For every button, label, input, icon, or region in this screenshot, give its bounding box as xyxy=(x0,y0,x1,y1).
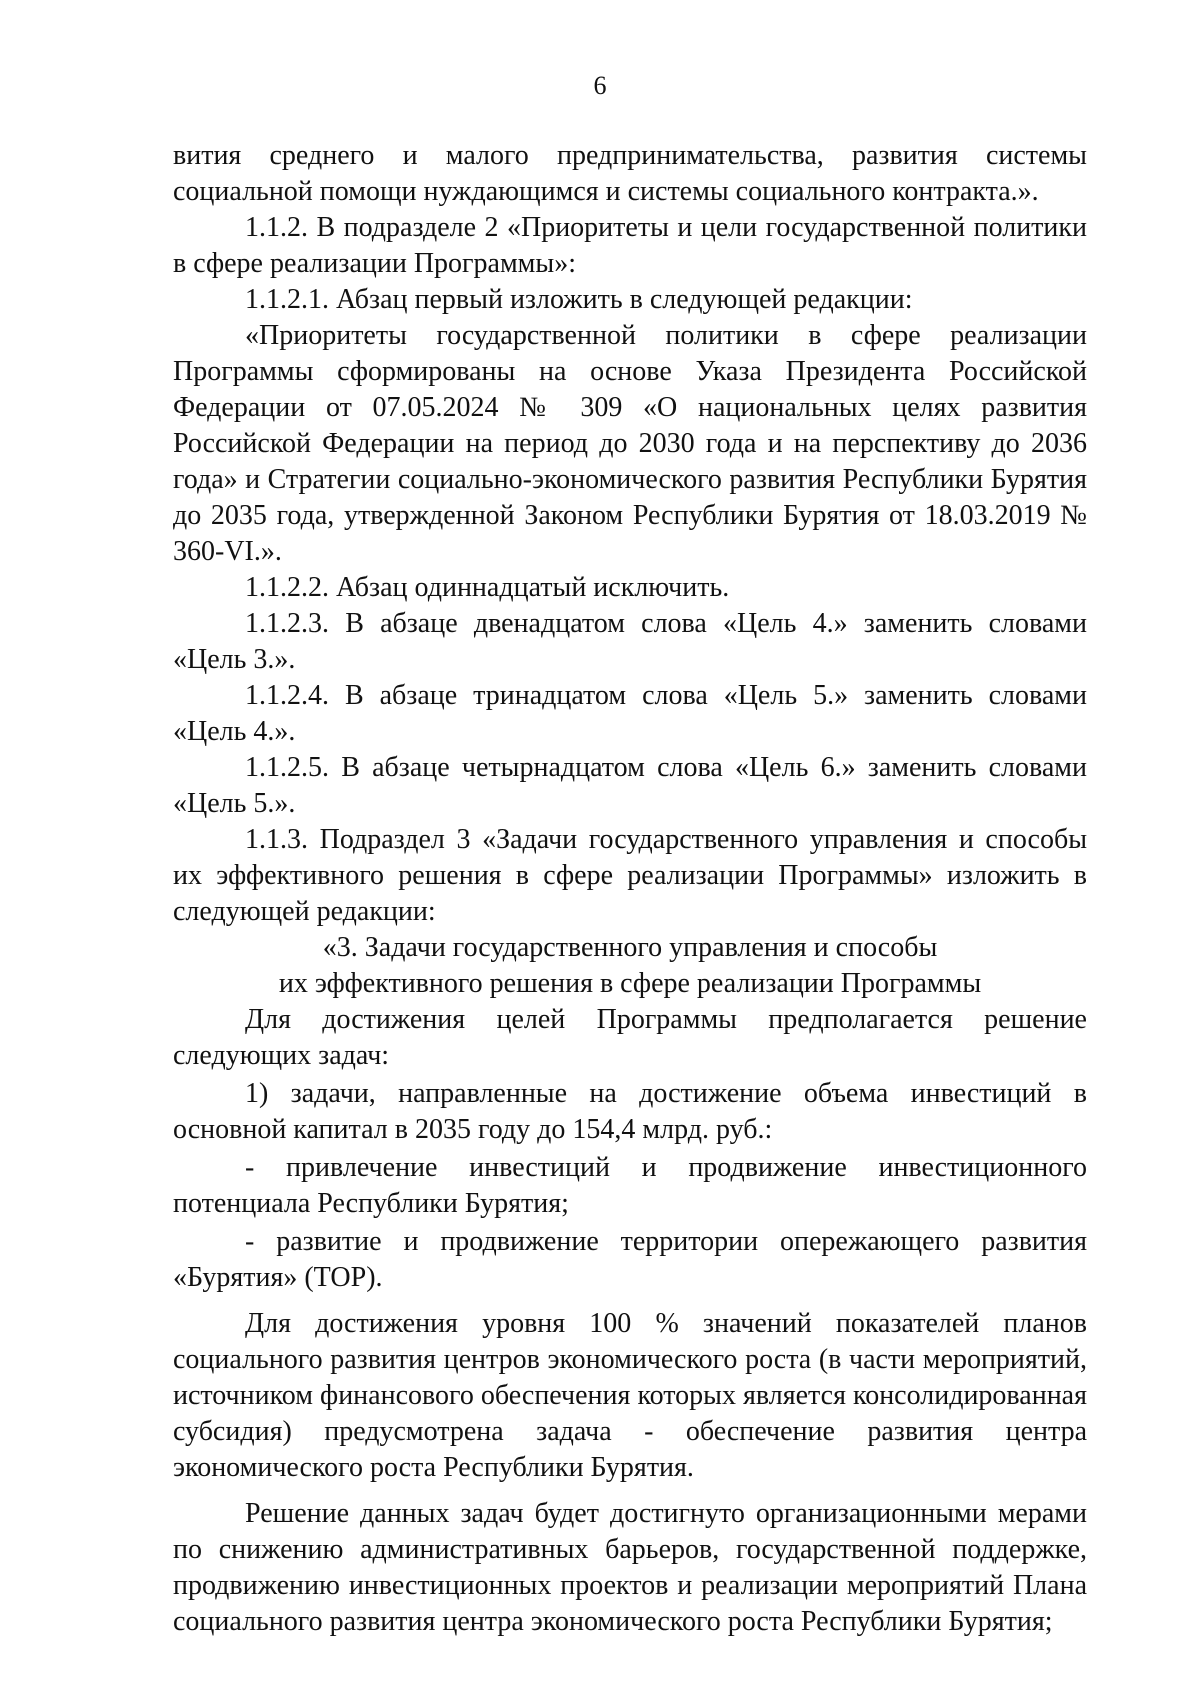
paragraph-solution: Решение данных задач будет достигнуто организационными мерами по снижению административных барьеров, государственной поддержке, продвижению инвестиционных проектов и реализации мероприятий Плана социального развития центра экономического роста Республики Бурятия; xyxy=(173,1498,1087,1637)
document-body xyxy=(173,138,1087,1640)
paragraph-1-1-2: 1.1.2. В подразделе 2 «Приоритеты и цели государственной политики в сфере реализации Программы»: xyxy=(173,212,1087,279)
paragraph-1-1-2-5: 1.1.2.5. В абзаце четырнадцатом слова «Цель 6.» заменить словами «Цель 5.». xyxy=(173,752,1087,819)
paragraph-1-1-2-1: 1.1.2.1. Абзац первый изложить в следующей редакции: xyxy=(245,284,913,315)
list-item-investments: - привлечение инвестиций и продвижение инвестиционного потенциала Республики Бурятия; xyxy=(173,1152,1087,1219)
paragraph-tasks-intro: Для достижения целей Программы предполагается решение следующих задач: xyxy=(173,1004,1087,1071)
paragraph-growth-centers: Для достижения уровня 100 % значений показателей планов социального развития центров экономического роста (в части мероприятий, источником финансового обеспечения которых является консолидированная субсидия) предусмотрена задача - обеспечение развития центра экономического роста Республики Бурятия. xyxy=(173,1308,1087,1483)
paragraph-continuation: вития среднего и малого предпринимательства, развития системы социальной помощи нуждающимся и системы социального контракта.». xyxy=(173,140,1087,207)
section-heading-line-2: их эффективного решения в сфере реализации Программы xyxy=(278,968,982,999)
page-number: 6 xyxy=(593,71,607,100)
paragraph-1-1-3: 1.1.3. Подраздел 3 «Задачи государственного управления и способы их эффективного решения в сфере реализации Программы» изложить в следующей редакции: xyxy=(173,824,1087,927)
section-heading xyxy=(173,930,1087,1002)
paragraph-1-1-2-2: 1.1.2.2. Абзац одиннадцатый исключить. xyxy=(245,572,730,603)
paragraph-1-1-2-4: 1.1.2.4. В абзаце тринадцатом слова «Цель 5.» заменить словами «Цель 4.». xyxy=(173,680,1087,747)
list-item-tor: - развитие и продвижение территории опережающего развития «Бурятия» (ТОР). xyxy=(173,1226,1087,1293)
paragraph-task-1: 1) задачи, направленные на достижение объема инвестиций в основной капитал в 2035 году до 154,4 млрд. руб.: xyxy=(173,1078,1087,1145)
paragraph-priorities-quote: «Приоритеты государственной политики в сфере реализации Программы сформированы на основе Указа Президента Российской Федерации от 07.05.2024 № 309 «О национальных целях развития Российской Федерации на период до 2030 года и на перспективу до 2036 года» и Стратегии социально-экономического развития Республики Бурятия до 2035 года, утвержденной Законом Республики Бурятия от 18.03.2019 № 360-VI.». xyxy=(173,320,1087,567)
section-heading-line-1: «3. Задачи государственного управления и способы xyxy=(322,932,938,963)
paragraph-1-1-2-3: 1.1.2.3. В абзаце двенадцатом слова «Цель 4.» заменить словами «Цель 3.». xyxy=(173,608,1087,675)
